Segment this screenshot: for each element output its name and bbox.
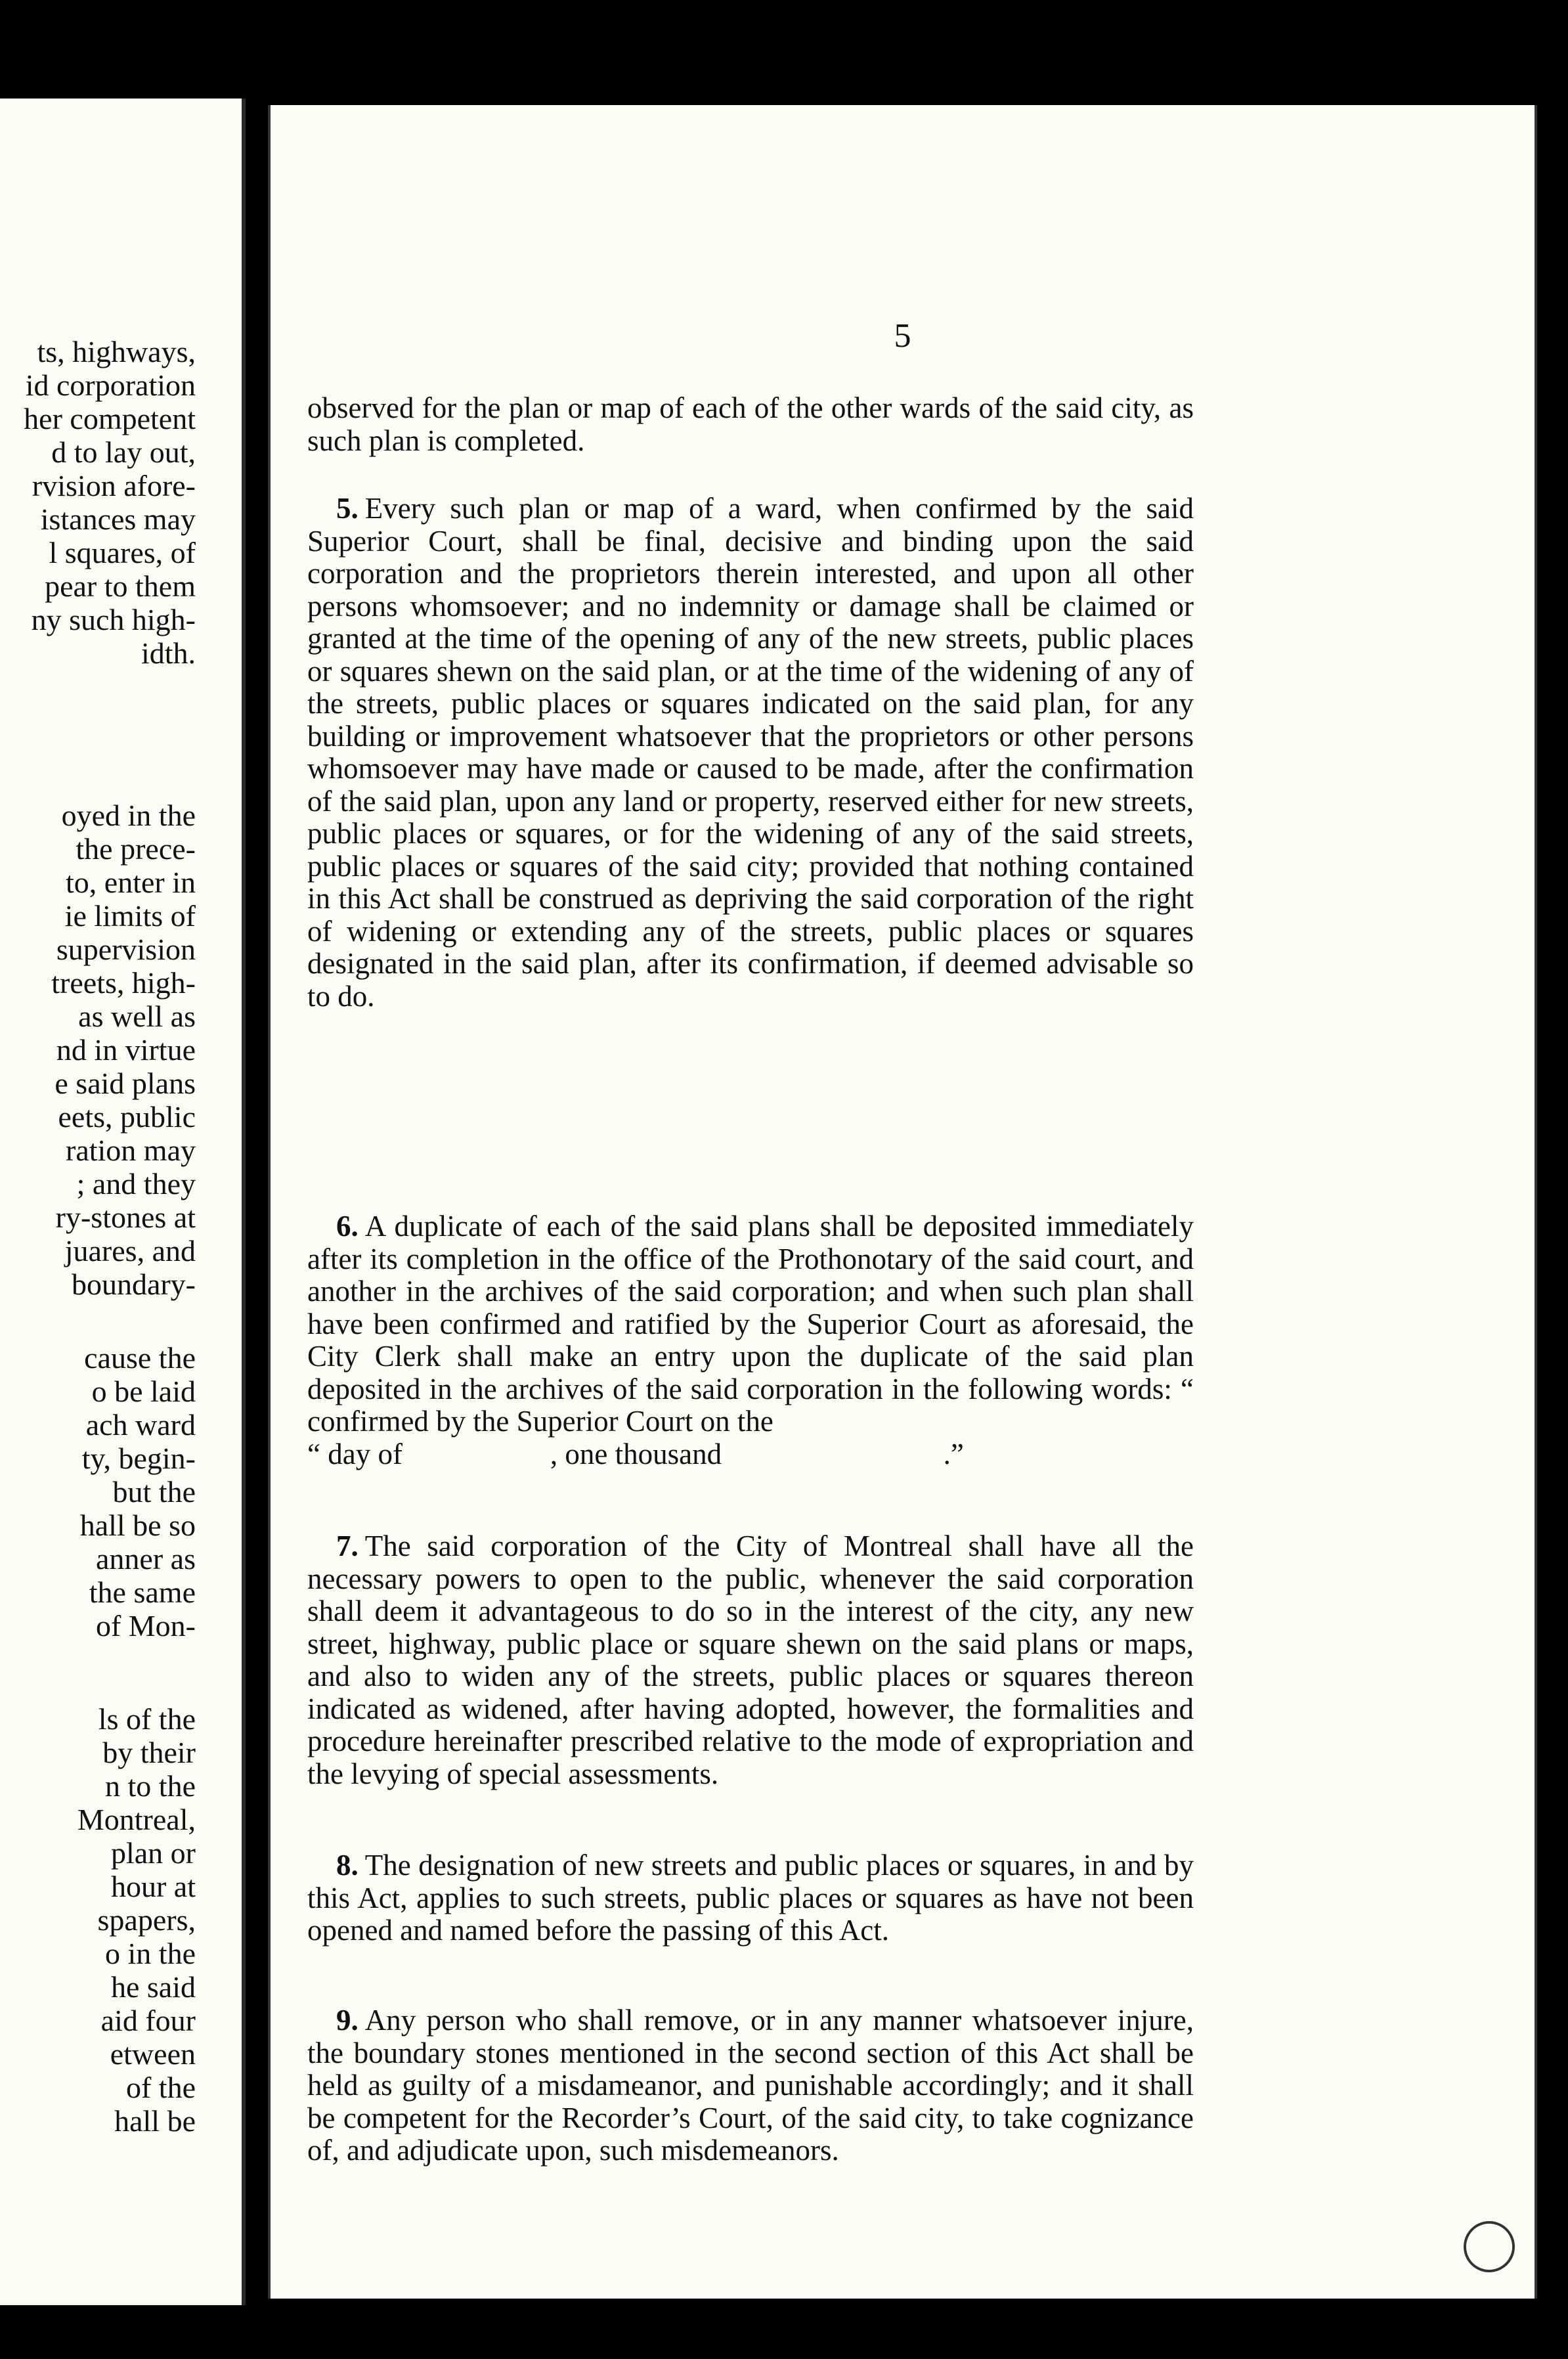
left-line: ts, highways,: [37, 335, 196, 368]
left-line: of Mon-: [95, 1609, 196, 1642]
document-page: [268, 105, 1537, 2299]
section-number: 8.: [336, 1849, 359, 1882]
left-line: ry-stones at: [55, 1201, 196, 1234]
left-text-block-3: [80, 1341, 196, 1642]
page-number: 5: [894, 317, 911, 355]
left-line: n to the: [105, 1769, 196, 1803]
left-line: l squares, of: [49, 536, 196, 569]
section-6: [307, 1210, 1194, 1470]
left-line: istances may: [40, 502, 196, 536]
section-text: A duplicate of each of the said plans shall be deposited immediately after its completion in the office of the Prothonotary of the said court, and another in the archives of the said corporation; and when such plan shall have been confirmed and ratified by the Superior Court as aforesaid, the City Clerk shall make an entry upon the duplicate of the said plan deposited in the archives of the said corporation in the following words: “ confirmed by the Superior Court on the: [307, 1210, 1194, 1438]
left-line: rvision afore-: [32, 469, 196, 502]
left-line: cause the: [84, 1341, 196, 1375]
left-line: Montreal,: [77, 1803, 196, 1836]
left-line: ny such high-: [31, 603, 196, 636]
section-number: 9.: [336, 2004, 359, 2037]
left-line: ach ward: [85, 1408, 196, 1442]
section-text: Any person who shall remove, or in any manner whatsoever injure, the boundary stones mentioned in the second section of this Act shall be held as guilty of a misdameanor, and punishable accordingly; and it shall be competent for the Recorder’s Court, of the said city, to take cognizance of, and adjudicate upon, such misdemeanors.: [307, 2004, 1194, 2167]
left-line: eets, public: [58, 1100, 196, 1134]
left-line: ie limits of: [64, 899, 196, 933]
left-line: of the: [125, 2071, 196, 2104]
left-line: ration may: [66, 1134, 196, 1167]
left-line: as well as: [78, 1000, 196, 1033]
left-line: plan or: [110, 1836, 196, 1870]
section-number: 6.: [336, 1210, 359, 1243]
left-line: ; and they: [76, 1167, 196, 1201]
paragraph-text: observed for the plan or map of each of the other wards of the said city, as such plan is completed.: [307, 391, 1194, 457]
left-line: e said plans: [54, 1067, 196, 1100]
left-line: boundary-: [71, 1268, 196, 1301]
left-line: oyed in the: [61, 799, 196, 832]
previous-page-fragment: [0, 99, 246, 2305]
left-text-block-1: [24, 335, 196, 670]
left-line: supervision: [56, 933, 196, 966]
left-line: but the: [112, 1475, 196, 1509]
left-line: nd in virtue: [56, 1033, 196, 1067]
left-line: o be laid: [91, 1375, 196, 1408]
left-line: he said: [110, 1970, 196, 2004]
section-9: [307, 2004, 1194, 2167]
left-line: by their: [102, 1736, 196, 1769]
corner-stamp-mark: [1456, 2214, 1522, 2280]
section-8: [307, 1849, 1194, 1947]
blank-date-line: “ day of , one thousand .”: [307, 1437, 964, 1470]
section-text: Every such plan or map of a ward, when confirmed by the said Superior Court, shall be final, decisive and binding upon the said corporation and the proprietors therein interested, and upon all other persons whomsoever; and no indemnity or damage shall be claimed or granted at the time of the opening of any of the new streets, public places or squares shewn on the said plan, or at the time of the widening of any of the streets, public places or squares indicated on the said plan, for any building or improvement whatsoever that the proprietors or other persons whomsoever may have made or caused to be made, after the confirmation of the said plan, upon any land or property, reserved either for new streets, public places or squares, or for the widening of any of the said streets, public places or squares of the said city; provided that nothing contained in this Act shall be construed as depriving the said corporation of the right of widening or extending any of the streets, public places or squares designated in the said plan, after its confirmation, if deemed advisable so to do.: [307, 492, 1194, 1013]
left-line: the prece-: [76, 832, 196, 866]
left-text-block-2: [51, 799, 196, 1301]
left-line: hour at: [110, 1870, 196, 1903]
left-line: pear to them: [45, 569, 196, 603]
continuation-paragraph: [307, 392, 1194, 457]
left-line: the same: [89, 1576, 196, 1609]
section-number: 5.: [336, 492, 359, 525]
left-line: hall be so: [79, 1509, 196, 1542]
left-line: anner as: [96, 1542, 196, 1576]
section-text: The designation of new streets and public places or squares, in and by this Act, applies to such streets, public places or squares as have not been opened and named before the passing of this Act.: [307, 1849, 1194, 1947]
left-text-block-4: [77, 1702, 196, 2138]
left-line: o in the: [105, 1937, 196, 1970]
left-line: idth.: [141, 636, 196, 670]
left-line: id corporation: [25, 368, 196, 402]
left-line: spapers,: [97, 1903, 196, 1937]
left-line: juares, and: [64, 1234, 196, 1268]
left-line: etween: [110, 2037, 196, 2071]
left-line: hall be: [114, 2104, 196, 2138]
section-number: 7.: [336, 1530, 359, 1562]
section-5: [307, 493, 1194, 1013]
left-line: treets, high-: [51, 966, 196, 1000]
left-line: aid four: [100, 2004, 196, 2037]
section-7: [307, 1530, 1194, 1790]
left-line: to, enter in: [66, 866, 196, 899]
left-line: d to lay out,: [51, 435, 196, 469]
left-line: ls of the: [98, 1702, 196, 1736]
left-line: her competent: [24, 402, 196, 435]
section-text: The said corporation of the City of Montreal shall have all the necessary powers to open to the public, whenever the said corporation shall deem it advantageous to do so in the interest of the city, any new street, highway, public place or square shewn on the said plans or maps, and also to widen any of the streets, public places or squares thereon indicated as widened, after having adopted, however, the formalities and procedure hereinafter prescribed relative to the mode of expropriation and the levying of special assessments.: [307, 1530, 1194, 1790]
left-line: ty, begin-: [81, 1442, 196, 1475]
